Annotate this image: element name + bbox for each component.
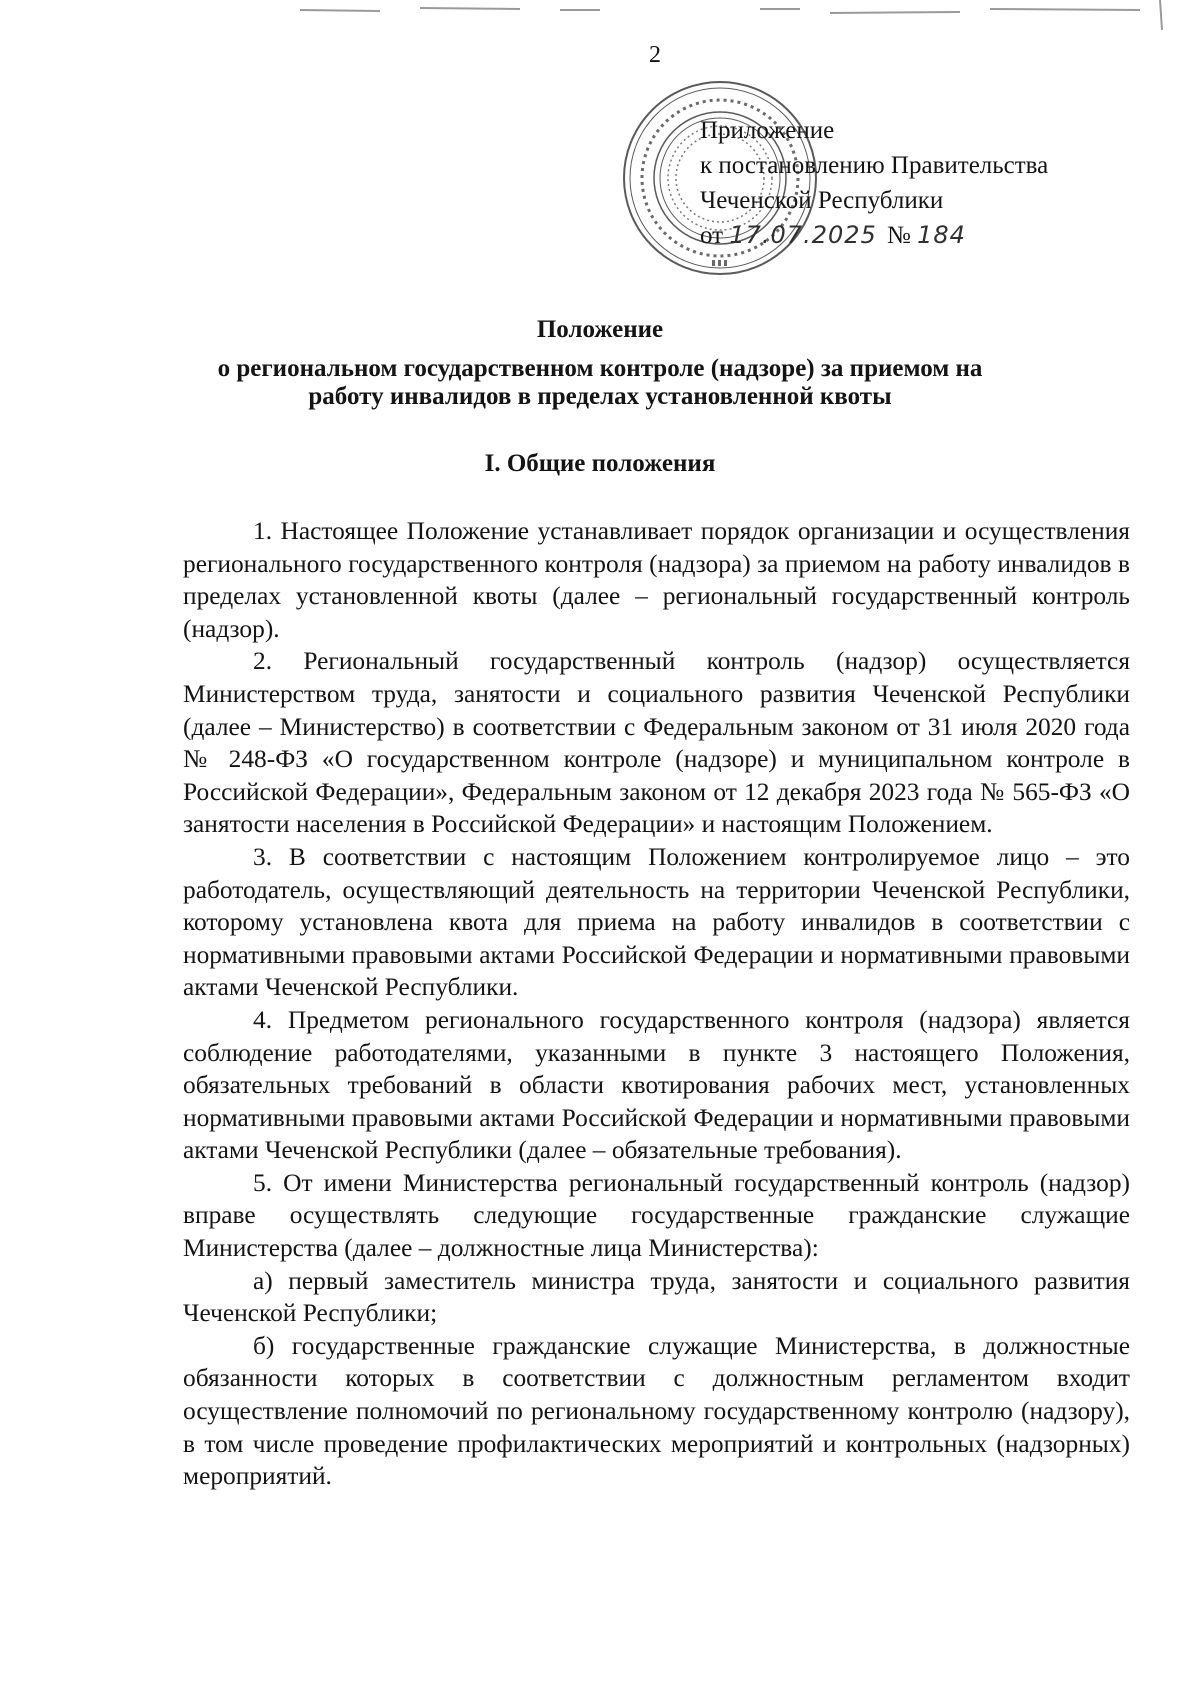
annex-title: Приложение: [700, 117, 835, 144]
annex-date-line: [700, 218, 1048, 253]
paragraph-2: 2. Региональный государственный контроль (надзор) осуществляется Министерством труда, занятости и социального развития Чеченской Республики (далее – Министерство) в соответствии с Федеральным законом от 31 июля 2020 года № 248-ФЗ «О государственном контроле (надзоре) и муниципальном контроле в Российской Федерации», Федеральным законом от 12 декабря 2023 года № 565-ФЗ «О занятости населения в Российской Федерации» и настоящим Положением.: [183, 647, 1130, 839]
scan-artifact-marks: [0, 0, 1200, 30]
subtitle-line-1: о региональном государственном контроле (надзоре) за приемом на: [217, 355, 983, 382]
paragraph-5b: б) государственные гражданские служащие Министерства, в должностные обязанности которых в соответствии с должностным регламентом входит осуществление полномочий по региональному государственному контролю (надзору), в том числе проведение профилактических мероприятий и контрольных (надзорных) мероприятий.: [183, 1331, 1130, 1491]
date-prefix: от: [700, 222, 724, 249]
paragraph-5a: а) первый заместитель министра труда, занятости и социального развития Чеченской Республики;: [183, 1266, 1130, 1328]
handwritten-date: 17.07.2025: [729, 221, 877, 249]
annex-header: [700, 113, 1048, 253]
document-body: [183, 515, 1130, 1493]
paragraph-1: 1. Настоящее Положение устанавливает порядок организации и осуществления регионального государственного контроля (надзора) за приемом на работу инвалидов в пределах установленной квоты (далее – региональный государственный контроль (надзор).: [183, 517, 1130, 643]
page-number: 2: [649, 42, 661, 68]
paragraph-5: 5. От имени Министерства региональный государственный контроль (надзор) вправе осуществлять следующие государственные гражданские служащие Министерства (далее – должностные лица Министерства):: [183, 1168, 1130, 1263]
annex-republic: Чеченской Республики: [700, 187, 944, 214]
paragraph-3: 3. В соответствии с настоящим Положением контролируемое лицо – это работодатель, осуществляющий деятельность на территории Чеченской Республики, которому установлена квота для приема на работу инвалидов в соответствии с нормативными правовыми актами Российской Федерации и нормативными правовыми актами Чеченской Республики.: [183, 842, 1130, 1002]
number-sign: №: [887, 222, 911, 249]
section-heading: I. Общие положения: [484, 450, 716, 477]
document-title: Положение: [536, 316, 664, 343]
annex-resolution-ref: к постановлению Правительства: [700, 152, 1049, 179]
handwritten-number: 184: [917, 221, 966, 249]
subtitle-line-2: работу инвалидов в пределах установленной квоты: [308, 383, 892, 410]
paragraph-4: 4. Предметом регионального государственного контроля (надзора) является соблюдение работодателями, указанными в пункте 3 настоящего Положения, обязательных требований в области квотирования рабочих мест, установленных нормативными правовыми актами Российской Федерации и нормативными правовыми актами Чеченской Республики (далее – обязательные требования).: [183, 1005, 1130, 1165]
document-subtitle: [0, 355, 1200, 411]
